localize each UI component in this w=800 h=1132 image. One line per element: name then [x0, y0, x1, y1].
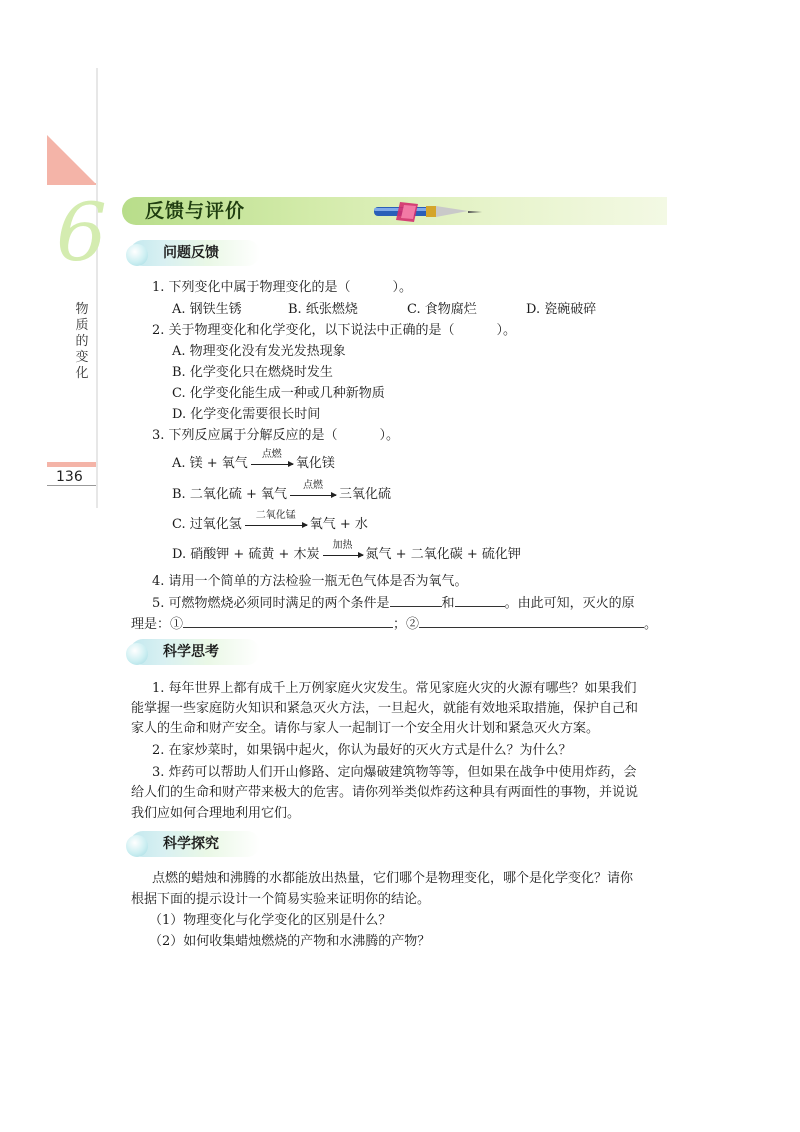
q3-stem-text: 3. 下列反应属于分解反应的是（: [152, 428, 338, 443]
q2-option: B. 化学变化只在燃烧时发生: [172, 365, 333, 380]
chapter-title-char: 变: [75, 350, 89, 365]
q1-option: D. 瓷碗破碎: [526, 302, 597, 317]
q2-stem-text: 2. 关于物理变化和化学变化，以下说法中正确的是（: [152, 323, 455, 338]
section-title-feedback: 问题反馈: [163, 245, 219, 261]
q1-stem-end: ）。: [392, 280, 413, 295]
answer-blank[interactable]: [419, 614, 644, 628]
q5-part6: 。: [644, 617, 658, 632]
q1-stem: [152, 279, 412, 297]
section-bubble-icon: [126, 835, 148, 857]
margin-rule: [96, 68, 98, 508]
answer-blank[interactable]: [183, 614, 393, 628]
q5-part1: 5. 可燃物燃烧必须同时满足的两个条件是: [152, 596, 390, 611]
reaction-condition: 加热: [332, 540, 353, 551]
q5-part2: 和: [441, 596, 455, 611]
q3-option-a: [172, 449, 335, 473]
q1-option: B. 纸张燃烧: [288, 302, 358, 317]
q5-line2: [131, 614, 657, 634]
pen-icon: [370, 196, 486, 228]
section-bubble-icon: [126, 244, 148, 266]
q5-part5: ；②: [393, 617, 420, 632]
thinking-line: 家人的生命和财产安全。请你与家人一起制订一个安全用火计划和紧急灭火方案。: [131, 721, 600, 736]
q3-stem-end: ）。: [379, 428, 400, 443]
page-number: 136: [56, 469, 83, 485]
reaction-arrow: [251, 449, 293, 465]
thinking-line: 能掌握一些家庭防火知识和紧急灭火方法，一旦起火，就能有效地采取措施，保护自己和: [131, 701, 639, 716]
page-number-rule: [47, 485, 96, 486]
reaction-condition: 点燃: [261, 449, 282, 460]
q3-option-b: [172, 480, 391, 504]
q2-stem-end: ）。: [496, 323, 517, 338]
q2-option: A. 物理变化没有发光发热现象: [172, 344, 346, 359]
inquiry-item: （1）物理变化与化学变化的区别是什么？: [149, 913, 392, 928]
chapter-title: [73, 302, 91, 382]
q5-part3: 。由此可知，灭火的原: [504, 596, 635, 611]
reaction-arrow: [290, 480, 336, 496]
q1-option: A. 钢铁生锈: [172, 302, 242, 317]
chapter-title-char: 化: [75, 366, 89, 381]
q3-option-d: [172, 540, 521, 564]
chapter-number: 6: [56, 186, 107, 279]
q4-text: 4. 请用一个简单的方法检验一瓶无色气体是否为氧气。: [152, 574, 468, 589]
corner-tab: [47, 183, 96, 185]
reaction-condition: 二氧化锰: [255, 510, 296, 521]
products: 三氧化硫: [338, 487, 391, 502]
products: 氮气 + 二氧化碳 + 硫化钾: [365, 547, 521, 562]
chapter-title-char: 物: [75, 302, 89, 317]
products: 氧化镁: [295, 456, 335, 471]
reaction-condition: 点燃: [302, 480, 323, 491]
answer-blank[interactable]: [455, 593, 505, 607]
q2-stem: [152, 322, 516, 340]
chapter-title-char: 的: [75, 334, 89, 349]
section-title-thinking: 科学思考: [163, 644, 219, 660]
thinking-line: 3. 炸药可以帮助人们开山修路、定向爆破建筑物等等，但如果在战争中使用炸药，会: [152, 765, 637, 780]
banner-title: 反馈与评价: [145, 200, 246, 222]
thinking-line: 给人们的生命和财产带来极大的危害。请你列举类似炸药这种具有两面性的事物，并说说: [131, 785, 639, 800]
q1-stem-text: 1. 下列变化中属于物理变化的是（: [152, 280, 351, 295]
section-bubble-icon: [126, 643, 148, 665]
reaction-arrow: [245, 510, 307, 526]
thinking-line: 1. 每年世界上都有成千上万例家庭火灾发生。常见家庭火灾的火源有哪些？如果我们: [152, 681, 637, 696]
inquiry-item: （2）如何收集蜡烛燃烧的产物和水沸腾的产物？: [149, 934, 431, 949]
q3-option-c: [172, 510, 368, 534]
page-number-bar: [47, 462, 96, 467]
q2-option: D. 化学变化需要很长时间: [172, 407, 321, 422]
thinking-line: 我们应如何合理地利用它们。: [131, 806, 301, 821]
reactants: B. 二氧化硫 + 氧气: [172, 487, 287, 502]
section-title-inquiry: 科学探究: [163, 836, 219, 852]
q1-option: C. 食物腐烂: [407, 302, 477, 317]
reaction-arrow: [323, 540, 363, 556]
inquiry-intro-line: 点燃的蜡烛和沸腾的水都能放出热量，它们哪个是物理变化，哪个是化学变化？请你: [152, 871, 634, 886]
corner-triangle: [47, 135, 95, 183]
q5-line1: [152, 593, 635, 613]
q3-stem: [152, 427, 399, 445]
products: 氧气 + 水: [309, 517, 368, 532]
answer-blank[interactable]: [390, 593, 442, 607]
q5-part4: 理是：①: [131, 617, 184, 632]
reactants: C. 过氧化氢: [172, 517, 242, 532]
reactants: A. 镁 + 氧气: [172, 456, 248, 471]
q2-option: C. 化学变化能生成一种或几种新物质: [172, 386, 385, 401]
reactants: D. 硝酸钾 + 硫黄 + 木炭: [172, 547, 320, 562]
chapter-title-char: 质: [75, 318, 89, 333]
thinking-line: 2. 在家炒菜时，如果锅中起火，你认为最好的灭火方式是什么？为什么？: [152, 743, 572, 758]
inquiry-intro-line: 根据下面的提示设计一个简易实验来证明你的结论。: [131, 892, 431, 907]
